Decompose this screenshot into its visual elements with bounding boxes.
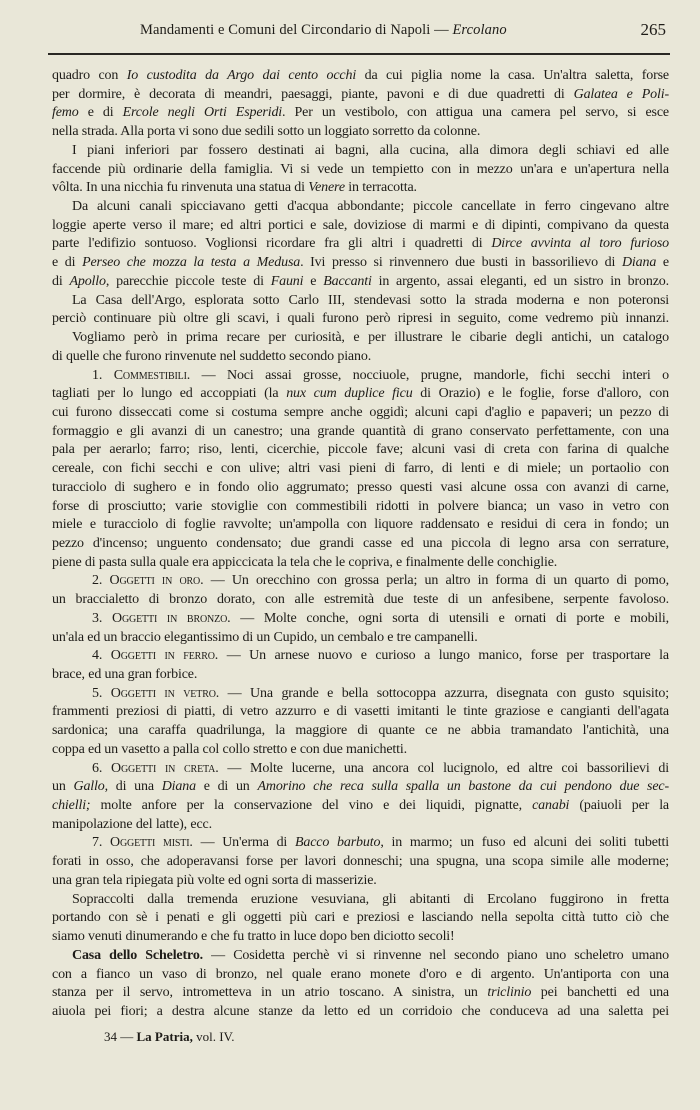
italic-text: Gallo [73,779,105,795]
italic-text: nux cum duplice ficu [286,386,413,402]
text-line [52,385,669,404]
text-run: parte l'edifizio sontuoso. Voglionsi ricordare fra gli altri i quadretti di [52,236,492,252]
text-line [52,834,669,853]
text-run: faccende più ordinarie della famiglia. Vi si vede un tempietto con in mezzo un'ara e un'apertura nella [52,161,669,177]
text-run: — Molte conche, ogni sorta di utensili e ornati di porte e mobili, [230,610,669,626]
text-line [52,816,669,835]
text-line [52,1003,669,1022]
text-line [52,460,669,479]
text-line [52,554,669,573]
text-line [52,984,669,1003]
text-run: — Un orecchino con grossa perla; un altro in forma di un quarto di pomo, [203,573,669,589]
text-run: forati in osso, che adoperavansi forse per lavori donneschi; una spugna, una scopa simile alle moderne; [52,854,669,870]
text-run: un'ala ed un braccio elegantissimo di un Cupido, un cembalo e tre campanelli. [52,629,478,645]
italic-text: Bacco barbuto [294,835,381,851]
text-run: , di una [104,779,162,795]
text-line [52,310,669,329]
text-run: siamo venuti dinumerando e che fu tratto in luce dopo ben diciotto secoli! [52,929,455,945]
text-run: manipolazione del latte), ecc. [52,816,212,832]
text-run: vôlta. In una nicchia fu rinvenuta una statua di [52,180,309,196]
section-heading: Oggetti misti. [110,835,193,851]
italic-text: Fauni [270,273,304,289]
text-line [52,872,669,891]
text-line [52,254,669,273]
text-run: di Orazio) e le foglie, forse d'alloro, con [412,386,669,402]
text-run: 6. [92,760,112,776]
text-run: 4. [92,648,111,664]
text-run: e di un [195,779,258,795]
text-run: — Molte lucerne, una ancora col lucignolo, ed altre coi bassorilievi di [218,760,669,776]
text-run: un braccialetto di bronzo dorato, con alle estremità due teste di un anfesibene, serpente favoloso. [52,592,669,608]
text-run: — Una grande e bella sottocoppa azzurra, disegnata con gusto squisito; [219,685,669,701]
italic-text: Baccanti [323,273,372,289]
text-run: — Un'erma di [192,835,295,851]
text-line [52,591,669,610]
section-heading: Oggetti in bronzo. [111,610,231,626]
text-run: — Cosidetta perchè vi si rinvenne nel secondo piano uno scheletro umano [203,947,669,963]
text-line [52,423,669,442]
italic-text: femo [52,105,79,121]
text-line [52,348,669,367]
text-run: La Casa dell'Argo, esplorata sotto Carlo III, stendevasi sotto la strada moderna e non poteronsi [72,292,669,308]
running-title [140,22,507,39]
text-run: nella strada. Alla porta vi sono due sedili sotto un loggiato sorretto da colonne. [52,124,481,140]
text-run: . Ivi presso si rinvennero due busti in bassorilievo di [300,255,622,271]
text-run: una gran tela ripiegata più volte ed ogni sorta di masserizie. [52,872,377,888]
text-run: 2. [92,573,110,589]
italic-text: Ercole negli Orti Esperidi [122,105,283,121]
text-line [52,572,669,591]
text-line [52,329,669,348]
section-heading: Commestibili. [113,367,191,383]
text-run: perciò continuare più oltre gli scavi, i quali furono però ripresi in seguito, come vedremo più innanzi. [52,311,669,327]
text-run: , parecchie piccole teste di [105,273,271,289]
italic-text: triclinio [487,985,532,1001]
text-run: piene di pasta sulla quale era appiccicata la tela che le copriva, e finalmente delle conchiglie. [52,554,558,570]
text-run: — Noci assai grosse, nocciuole, prugne, mandorle, fichi secchi interi o [190,367,669,383]
text-line [52,629,669,648]
text-line [52,647,669,666]
text-line [52,909,669,928]
text-run: di [52,273,70,289]
text-run: e di [52,255,83,271]
text-line [52,797,669,816]
text-line [52,235,669,254]
bold-heading: Casa dello Scheletro. [72,947,204,963]
text-run: formaggio e gli avanzi di un canestro; una grande quantità di grano conservato perfettamente, con una [52,423,669,439]
text-line [52,928,669,947]
text-run: miele e turacciolo di foglie ravvolte; un'ampolla con liquore raddensato e residui di cera in fondo; un [52,517,669,533]
text-line [52,367,669,386]
text-run: 1. [92,367,114,383]
text-run: pala per aerarlo; farro; riso, lenti, cicerchie, piccole fave; alcuni vasi di creta con farina di qualche [52,442,669,458]
text-line [52,479,669,498]
text-run: tagliati per lo lungo ed accoppiati (la [52,386,287,402]
text-run: e [656,255,669,271]
text-run: Vogliamo però in prima recare per curiosità, e per illustrare le cibarie degli antichi, un catalogo [72,330,669,346]
text-line [52,86,669,105]
italic-text: Diana [161,779,196,795]
text-line [52,610,669,629]
text-line [52,161,669,180]
text-line [52,498,669,517]
text-run: con a fianco un vaso di bronzo, nel quale erano monete d'oro e di argento. Un'antiporta con una [52,966,669,982]
section-heading: Oggetti in oro. [109,573,204,589]
text-run: di quelle che furono rinvenute nel suddetto secondo piano. [52,348,372,364]
text-run: molte anfore per la conservazione del vino e dei liquidi, pignatte, [90,798,533,814]
text-run: e di [78,105,123,121]
text-line [52,853,669,872]
text-run: da cui piglia nome la casa. Un'altra saletta, forse [356,68,669,83]
text-line [52,142,669,161]
text-line [52,760,669,779]
text-run: portando con sè i penati e gli oggetti più cari e preziosi e lasciando nella sepolta città tutto ciò che [52,910,669,926]
signature-title: La Patria, [136,1029,193,1044]
text-line [52,123,669,142]
italic-text: Amorino che reca sulla spalla un bastone da cui pendono due sec- [257,779,669,795]
italic-text: Apollo [69,273,106,289]
text-run: pezzo d'incenso; unguento condensato; due grandi casse ed una piccola di legno arsa con serrature, [52,535,669,551]
signature-volume: vol. IV. [192,1029,235,1044]
text-run: e [303,273,324,289]
text-line [52,778,669,797]
text-run: Sopraccolti dalla tremenda eruzione vesuviana, gli abitanti di Ercolano fuggirono in fretta [72,891,669,907]
italic-text: chielli; [52,798,91,814]
text-run: in terracotta. [344,180,417,196]
text-run: I piani inferiori par fossero destinati ai bagni, alla cucina, alla dimora degli schiavi ed alle [72,142,669,158]
text-line [52,198,669,217]
text-run: 5. [92,685,111,701]
text-line [52,741,669,760]
text-line [52,703,669,722]
italic-text: Galatea e Poli- [573,86,669,102]
text-run: un [52,779,74,795]
text-line [52,67,669,86]
text-line [52,404,669,423]
header-rule [48,53,670,55]
text-run: . Per un vestibolo, con attigua una camera pel servo, si esce [282,105,669,121]
text-run: 7. [92,835,110,851]
text-line [52,273,669,292]
text-run: forse di prosciutto; varie stoviglie con commestibili ridotti in polvere bianca; un vaso in vetro con [52,498,669,514]
italic-text: Diana [621,255,657,271]
body-text [52,67,669,1022]
page-header [48,20,670,42]
text-run: stanza per il servo, intrometteva in un atrio toscano. A sinistra, un [52,985,488,1001]
italic-text: Io custodita da Argo dai cento occhi [126,68,357,83]
text-run: pei banchetti ed una [531,985,669,1001]
text-run: sardonica; una caraffa quadrilunga, la maggiore di quante ce ne abbia tramandato l'antichità, una [52,723,669,739]
italic-text: Venere [308,180,345,196]
text-run: quadro con [52,68,127,83]
italic-text: Dirce avvinta al toro furioso [491,236,669,252]
text-line [52,535,669,554]
text-line [52,292,669,311]
text-line [52,104,669,123]
text-run: in argento, assai eleganti, ed un sistro in bronzo. [371,273,669,289]
text-line [52,441,669,460]
italic-text: Perseo che mozza la testa a Medusa [82,255,301,271]
signature-mark [104,1029,234,1045]
italic-text: canabi [532,798,570,814]
text-line [52,947,669,966]
page-number: 265 [640,20,666,39]
text-run: cereale, con fichi secchi e con ulive; altri vasi pieni di farro, di lenti e di miele; un portaolio con [52,461,669,477]
text-run: turacciolo di sughero e in fondo olio aggrumato; presso questi vasi alcune ossa con avanzi di carne, [52,479,669,495]
text-line [52,516,669,535]
text-line [52,217,669,236]
text-run: — Un arnese nuovo e curioso a lungo manico, forse per trasportare la [218,648,669,664]
text-run: cui furono disseccati come si costuma sempre anche oggidì; alcuni capi d'aglio e papaveri; un pezzo di [52,404,669,420]
text-run: coppa ed un vasetto a palla col collo stretto e con due manichetti. [52,741,407,757]
text-run: loggie aperte verso il mare; ed altri portici e sale, doviziose di marmi e di dipinti, compivano da questa [52,217,669,233]
text-run: (paiuoli per la [569,798,669,814]
text-line [52,685,669,704]
text-line [52,891,669,910]
running-title-text: Mandamenti e Comuni del Circondario di Napoli — [140,22,453,38]
text-line [52,179,669,198]
signature-number: 34 — [104,1029,137,1044]
text-line [52,722,669,741]
text-line [52,666,669,685]
section-heading: Oggetti in creta. [111,760,219,776]
text-line [52,966,669,985]
section-heading: Oggetti in vetro. [110,685,220,701]
text-run: aiuola pei fiori; a destra alcune stanze da letto ed un corridoio che conduceva ad una saletta pei [52,1003,669,1019]
text-run: , in marmo; un fuso ed alcuni dei soliti tubetti [380,835,669,851]
text-run: per dormire, è decorata di meandri, paesaggi, piante, pavoni e di due quadretti di [52,86,574,102]
text-run: brace, ed una gran forbice. [52,667,198,682]
text-run: Da alcuni canali spicciavano getti d'acqua abbondante; piccole cancellate in ferro cingevano altre [72,199,669,215]
running-title-place: Ercolano [452,22,507,38]
text-run: 3. [92,610,112,626]
text-run: frammenti preziosi di piatti, di vetro azzurro e di vasetti imitanti le tinte graziose e cangianti dell'agata [52,704,669,720]
section-heading: Oggetti in ferro. [110,648,219,664]
